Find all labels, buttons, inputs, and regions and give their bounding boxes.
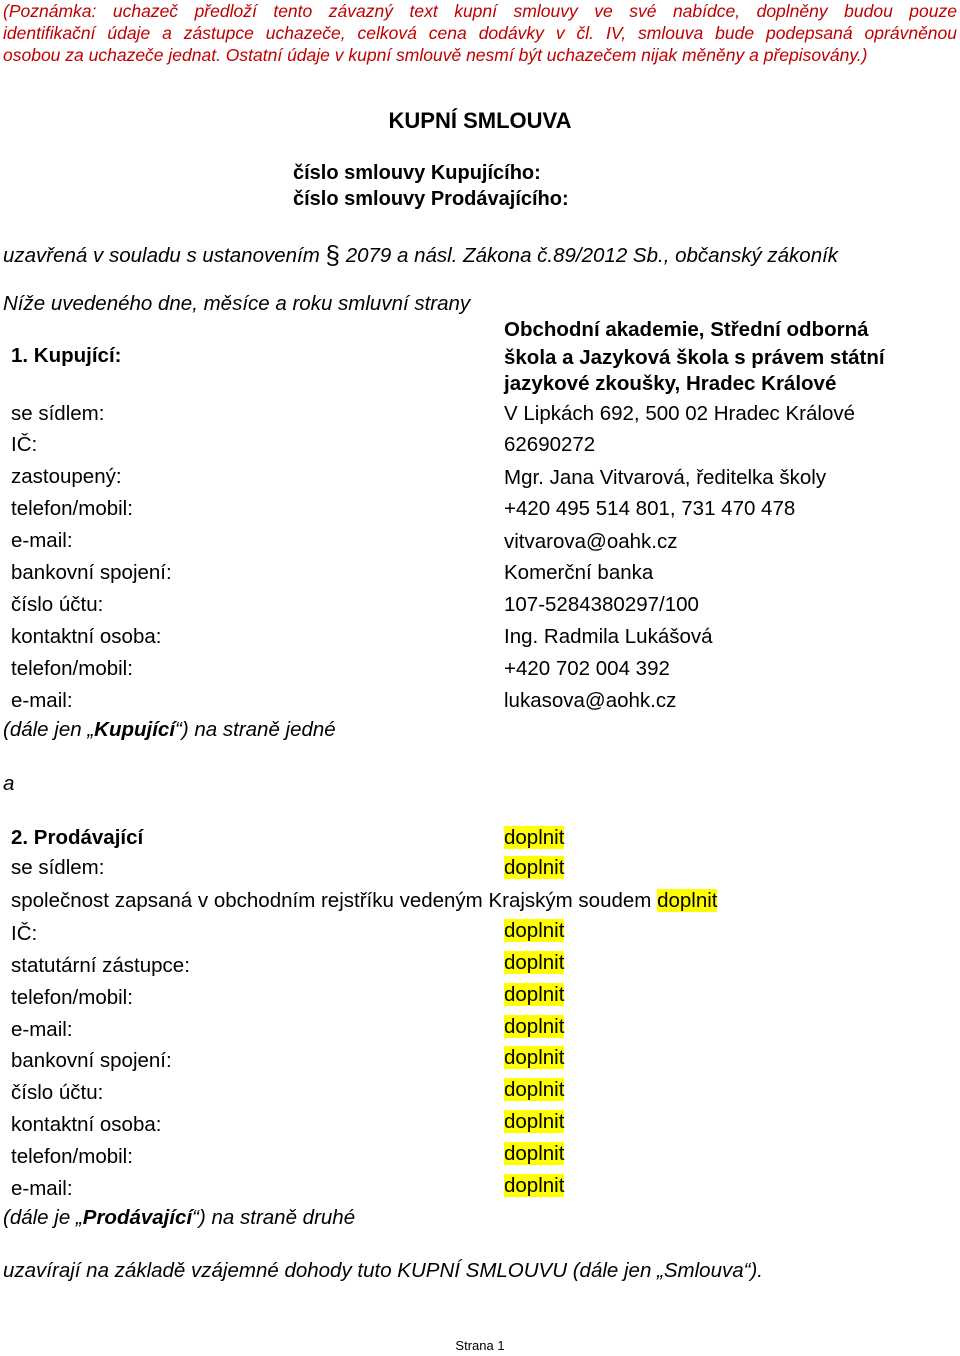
buyer-seat-value: V Lipkách 692, 500 02 Hradec Králové — [504, 402, 856, 425]
seller-register-placeholder: doplnit — [657, 889, 718, 912]
conclusion-text: uzavírají na základě vzájemné dohody tuto KUPNÍ SMLOUVU (dále jen „Smlouva“). — [3, 1259, 763, 1282]
buyer-ico-label: IČ: — [11, 433, 38, 456]
intro-text: Níže uvedeného dne, měsíce a roku smluvní strany — [3, 292, 471, 315]
buyer-contact-email-label: e-mail: — [11, 689, 73, 712]
seller-email-placeholder: doplnit — [504, 1015, 565, 1038]
buyer-contact-phone-value: +420 702 004 392 — [504, 657, 670, 680]
note-line: (Poznámka: uchazeč předloží tento závazný text kupní smlouvy ve své nabídce, doplněny budou pouze — [3, 1, 957, 21]
buyer-contact-label: kontaktní osoba: — [11, 625, 162, 648]
seller-closing: (dále je „Prodávající“) na straně druhé — [3, 1206, 356, 1229]
buyer-email-value: vitvarova@oahk.cz — [504, 530, 678, 553]
seller-account-label: číslo účtu: — [11, 1081, 104, 1104]
buyer-phone-value: +420 495 514 801, 731 470 478 — [504, 497, 796, 520]
buyer-bank-label: bankovní spojení: — [11, 561, 172, 584]
seller-phone-placeholder: doplnit — [504, 983, 565, 1006]
seller-heading: 2. Prodávající — [11, 826, 144, 849]
buyer-contract-number: číslo smlouvy Kupujícího: — [293, 162, 541, 184]
law-reference: uzavřená v souladu s ustanovením § 2079 a násl. Zákona č.89/2012 Sb., občanský zákoník — [3, 240, 839, 270]
buyer-email-label: e-mail: — [11, 529, 73, 552]
buyer-account-value: 107-5284380297/100 — [504, 593, 699, 616]
document-title: KUPNÍ SMLOUVA — [388, 108, 572, 133]
seller-statutory-label: statutární zástupce: — [11, 954, 190, 977]
seller-seat-placeholder: doplnit — [504, 856, 565, 879]
note-line: osobou za uchazeče jednat. Ostatní údaje v kupní smlouvě nesmí být uchazečem nijak měněny a přepisovány.) — [3, 45, 868, 65]
page-number: Strana 1 — [455, 1338, 505, 1353]
seller-ico-label: IČ: — [11, 922, 38, 945]
seller-ico-placeholder: doplnit — [504, 919, 565, 942]
seller-seat-label: se sídlem: — [11, 856, 105, 879]
buyer-contact-value: Ing. Radmila Lukášová — [504, 625, 713, 648]
seller-bank-placeholder: doplnit — [504, 1046, 565, 1069]
buyer-seat-label: se sídlem: — [11, 402, 105, 425]
seller-contract-number: číslo smlouvy Prodávajícího: — [293, 188, 569, 210]
seller-phone-label: telefon/mobil: — [11, 986, 133, 1009]
seller-register: společnost zapsaná v obchodním rejstříku vedeným Krajským soudem doplnit — [11, 889, 718, 912]
seller-statutory-placeholder: doplnit — [504, 951, 565, 974]
buyer-name-line-3: jazykové zkoušky, Hradec Králové — [504, 372, 837, 395]
seller-email-label: e-mail: — [11, 1018, 73, 1041]
buyer-representative-value: Mgr. Jana Vitvarová, ředitelka školy — [504, 466, 827, 489]
seller-name-placeholder: doplnit — [504, 826, 565, 849]
buyer-contact-email-value: lukasova@aohk.cz — [504, 689, 677, 712]
seller-contact-phone-label: telefon/mobil: — [11, 1145, 133, 1168]
seller-account-placeholder: doplnit — [504, 1078, 565, 1101]
buyer-bank-value: Komerční banka — [504, 561, 654, 584]
note-line: identifikační údaje a zástupce uchazeče, celková cena dodávky v čl. IV, smlouva bude podepsaná oprávněnou — [3, 23, 957, 43]
buyer-closing: (dále jen „Kupující“) na straně jedné — [3, 718, 336, 741]
seller-contact-label: kontaktní osoba: — [11, 1113, 162, 1136]
seller-contact-email-label: e-mail: — [11, 1177, 73, 1200]
conjunction-text: a — [3, 772, 15, 795]
seller-contact-email-placeholder: doplnit — [504, 1174, 565, 1197]
buyer-phone-label: telefon/mobil: — [11, 497, 133, 520]
buyer-account-label: číslo účtu: — [11, 593, 104, 616]
seller-contact-phone-placeholder: doplnit — [504, 1142, 565, 1165]
seller-bank-label: bankovní spojení: — [11, 1049, 172, 1072]
instruction-note — [3, 0, 957, 66]
seller-contact-placeholder: doplnit — [504, 1110, 565, 1133]
buyer-heading: 1. Kupující: — [11, 344, 122, 367]
buyer-ico-value: 62690272 — [504, 433, 596, 456]
buyer-representative-label: zastoupený: — [11, 465, 122, 488]
buyer-contact-phone-label: telefon/mobil: — [11, 657, 133, 680]
buyer-name-line-2: škola a Jazyková škola s právem státní — [504, 346, 885, 369]
buyer-name-line-1: Obchodní akademie, Střední odborná — [504, 318, 869, 341]
